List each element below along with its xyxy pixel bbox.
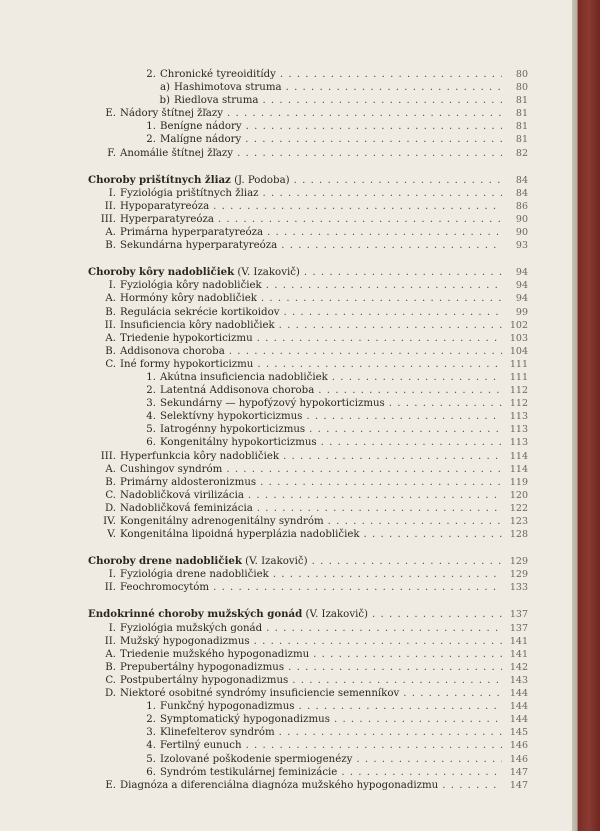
page-number: 137 bbox=[509, 609, 528, 621]
entry-title: Nadobličková virilizácia bbox=[120, 489, 244, 501]
entry-title: Kongenitálny adrenogenitálny syndróm bbox=[120, 516, 324, 527]
toc-entry bbox=[88, 200, 528, 213]
page-number: 112 bbox=[509, 385, 528, 397]
leader-dots bbox=[288, 661, 502, 674]
page-number: 90 bbox=[515, 213, 528, 225]
leader-dots bbox=[237, 147, 502, 160]
entry-title: Latentná Addisonova choroba bbox=[160, 385, 315, 397]
entry-number: 2. bbox=[146, 385, 156, 397]
page-number: 141 bbox=[509, 635, 528, 647]
entry-number: III. bbox=[100, 213, 116, 225]
page-number: 133 bbox=[509, 582, 528, 594]
leader-dots bbox=[263, 187, 502, 200]
page-number: 144 bbox=[509, 688, 528, 700]
entry-title: Fyziológia kôry nadobličiek bbox=[120, 280, 262, 292]
toc-entry bbox=[88, 279, 528, 292]
entry-number: C. bbox=[105, 358, 116, 370]
toc-entry bbox=[88, 187, 528, 200]
page-number: 111 bbox=[509, 358, 528, 370]
entry-title: Akútna insuficiencia nadobličiek bbox=[160, 371, 328, 383]
entry-title: Niektoré osobitné syndrómy insuficiencie semenníkov bbox=[120, 688, 400, 700]
leader-dots bbox=[260, 476, 502, 489]
chapter-title: Choroby kôry nadobličiek bbox=[88, 266, 235, 279]
leader-dots bbox=[281, 239, 502, 252]
page-number: 146 bbox=[509, 740, 528, 752]
section-gap bbox=[88, 541, 528, 555]
toc-entry bbox=[88, 410, 528, 423]
toc-entry bbox=[88, 502, 528, 515]
entry-title: Kongenitálny hypokorticizmus bbox=[160, 437, 317, 449]
page-number: 93 bbox=[515, 240, 528, 252]
toc-entry bbox=[88, 133, 528, 146]
toc-entry bbox=[88, 568, 528, 581]
leader-dots bbox=[226, 463, 502, 476]
page-number: 143 bbox=[509, 674, 528, 686]
entry-title: Iatrogénny hypokorticizmus bbox=[160, 424, 306, 436]
leader-dots bbox=[218, 213, 502, 226]
entry-title: Selektívny hypokorticizmus bbox=[160, 411, 303, 423]
page-number: 114 bbox=[509, 463, 528, 475]
toc-entry bbox=[88, 107, 528, 120]
page-number: 120 bbox=[509, 489, 528, 501]
toc-chapter-heading bbox=[88, 555, 528, 568]
entry-number: B. bbox=[105, 661, 116, 673]
leader-dots bbox=[334, 713, 502, 726]
leader-dots bbox=[318, 384, 502, 397]
page-number: 146 bbox=[509, 753, 528, 765]
page-number: 144 bbox=[509, 701, 528, 713]
leader-dots bbox=[246, 120, 502, 133]
entry-number: 1. bbox=[146, 121, 156, 133]
toc-chapter-heading bbox=[88, 266, 528, 279]
leader-dots bbox=[227, 107, 502, 120]
entry-title: Prepubertálny hypogonadizmus bbox=[120, 661, 285, 673]
page-number: 103 bbox=[509, 332, 528, 344]
leader-dots bbox=[213, 200, 502, 213]
leader-dots bbox=[273, 568, 502, 581]
entry-number: B. bbox=[105, 306, 116, 318]
entry-number: D. bbox=[104, 502, 116, 514]
entry-number: E. bbox=[105, 779, 116, 791]
entry-number: A. bbox=[105, 293, 116, 305]
toc-entry bbox=[88, 306, 528, 319]
entry-title: Hashimotova struma bbox=[174, 82, 282, 94]
toc-chapter-heading bbox=[88, 608, 528, 621]
leader-dots bbox=[248, 489, 502, 502]
leader-dots bbox=[328, 515, 502, 528]
entry-number: I. bbox=[108, 569, 116, 581]
entry-number: 2. bbox=[146, 134, 156, 146]
entry-number: B. bbox=[105, 476, 116, 488]
page-number: 142 bbox=[509, 661, 528, 673]
page-number: 94 bbox=[515, 280, 528, 292]
page-number: 141 bbox=[509, 648, 528, 660]
entry-title: Anomálie štítnej žľazy bbox=[120, 147, 234, 159]
leader-dots bbox=[364, 528, 502, 541]
chapter-author: (V. Izakovič) bbox=[234, 267, 300, 279]
leader-dots bbox=[341, 766, 502, 779]
entry-title: Hyperparatyreóza bbox=[120, 213, 214, 225]
page-number: 147 bbox=[509, 779, 528, 791]
leader-dots bbox=[286, 81, 502, 94]
section-gap bbox=[88, 160, 528, 174]
page-number: 119 bbox=[509, 476, 528, 488]
page-number: 86 bbox=[515, 200, 528, 212]
toc-entry bbox=[88, 661, 528, 674]
entry-number: F. bbox=[107, 147, 116, 159]
entry-title: Kongenitálna lipoidná hyperplázia nadobličiek bbox=[120, 529, 360, 541]
toc-entry bbox=[88, 397, 528, 410]
toc-entry bbox=[88, 371, 528, 384]
leader-dots bbox=[372, 608, 502, 621]
toc-entry bbox=[88, 384, 528, 397]
leader-dots bbox=[262, 94, 502, 107]
page-number: 144 bbox=[509, 714, 528, 726]
toc-entry bbox=[88, 292, 528, 305]
toc-entry bbox=[88, 581, 528, 594]
toc-entry bbox=[88, 515, 528, 528]
entry-title: Regulácia sekrécie kortikoidov bbox=[120, 306, 280, 318]
page-number: 94 bbox=[515, 293, 528, 305]
entry-title: Benígne nádory bbox=[160, 121, 242, 133]
entry-number: 1. bbox=[146, 371, 156, 383]
leader-dots bbox=[257, 332, 502, 345]
toc-entry bbox=[88, 332, 528, 345]
entry-number: V. bbox=[107, 529, 116, 541]
leader-dots bbox=[389, 397, 502, 410]
leader-dots bbox=[246, 739, 502, 752]
chapter-title: Choroby drene nadobličiek bbox=[88, 555, 242, 568]
entry-title: Funkčný hypogonadizmus bbox=[160, 701, 295, 713]
leader-dots bbox=[356, 753, 502, 766]
leader-dots bbox=[257, 358, 502, 371]
entry-number: 3. bbox=[146, 398, 156, 410]
entry-title: Primárny aldosteronizmus bbox=[120, 476, 257, 488]
entry-title: Mužský hypogonadizmus bbox=[120, 635, 250, 647]
leader-dots bbox=[280, 68, 502, 81]
toc-entry bbox=[88, 226, 528, 239]
table-of-contents bbox=[88, 68, 528, 792]
leader-dots bbox=[312, 555, 502, 568]
entry-number: II. bbox=[104, 635, 116, 647]
entry-number: B. bbox=[105, 345, 116, 357]
toc-entry bbox=[88, 489, 528, 502]
entry-title: Feochromocytóm bbox=[120, 582, 210, 594]
entry-title: Triedenie hypokorticizmu bbox=[120, 332, 253, 344]
entry-title: Fyziológia prištítnych žliaz bbox=[120, 187, 259, 199]
page-number: 84 bbox=[515, 174, 528, 186]
leader-dots bbox=[229, 345, 502, 358]
toc-entry bbox=[88, 423, 528, 436]
toc-entry bbox=[88, 700, 528, 713]
page-number: 82 bbox=[515, 147, 528, 159]
entry-number: C. bbox=[105, 489, 116, 501]
leader-dots bbox=[254, 635, 502, 648]
entry-number: A. bbox=[105, 227, 116, 239]
entry-number: b) bbox=[159, 95, 170, 107]
toc-entry bbox=[88, 213, 528, 226]
toc-entry bbox=[88, 319, 528, 332]
page-number: 123 bbox=[509, 516, 528, 527]
leader-dots bbox=[261, 292, 502, 305]
entry-title: Cushingov syndróm bbox=[120, 463, 223, 475]
leader-dots bbox=[267, 226, 502, 239]
entry-number: a) bbox=[159, 82, 170, 94]
toc-entry bbox=[88, 687, 528, 700]
page-number: 99 bbox=[515, 306, 528, 318]
leader-dots bbox=[298, 700, 502, 713]
entry-number: III. bbox=[100, 450, 116, 462]
entry-number: 3. bbox=[146, 727, 156, 739]
section-gap bbox=[88, 594, 528, 608]
page-number: 111 bbox=[509, 371, 528, 383]
entry-title: Hormóny kôry nadobličiek bbox=[120, 293, 257, 305]
entry-number: I. bbox=[108, 187, 116, 199]
leader-dots bbox=[245, 133, 502, 146]
page-number: 81 bbox=[515, 134, 528, 146]
leader-dots bbox=[294, 174, 502, 187]
entry-title: Syndróm testikulárnej feminizácie bbox=[160, 766, 338, 778]
toc-entry bbox=[88, 635, 528, 648]
leader-dots bbox=[309, 423, 502, 436]
entry-title: Insuficiencia kôry nadobličiek bbox=[120, 319, 275, 331]
entry-number: E. bbox=[105, 108, 116, 120]
page-number: 81 bbox=[515, 108, 528, 120]
toc-entry bbox=[88, 622, 528, 635]
leader-dots bbox=[283, 450, 502, 463]
toc-entry bbox=[88, 120, 528, 133]
entry-number: 5. bbox=[146, 753, 156, 765]
leader-dots bbox=[442, 779, 502, 792]
page-number: 147 bbox=[509, 766, 528, 778]
toc-entry bbox=[88, 739, 528, 752]
entry-title: Sekundárny — hypofýzový hypokorticizmus bbox=[160, 398, 385, 410]
leader-dots bbox=[257, 502, 502, 515]
toc-entry bbox=[88, 345, 528, 358]
toc-entry bbox=[88, 147, 528, 160]
page-number: 94 bbox=[515, 267, 528, 279]
leader-dots bbox=[304, 266, 502, 279]
chapter-title: Choroby prištítnych žliaz bbox=[88, 173, 231, 186]
book-spine-edge bbox=[572, 0, 600, 831]
chapter-author: (J. Podoba) bbox=[230, 174, 290, 186]
entry-title: Postpubertálny hypogonadizmus bbox=[120, 674, 289, 686]
entry-number: C. bbox=[105, 674, 116, 686]
leader-dots bbox=[321, 436, 502, 449]
entry-title: Hyperfunkcia kôry nadobličiek bbox=[120, 450, 280, 462]
toc-entry bbox=[88, 528, 528, 541]
entry-title: Sekundárna hyperparatyreóza bbox=[120, 240, 278, 252]
entry-number: A. bbox=[105, 332, 116, 344]
entry-title: Symptomatický hypogonadizmus bbox=[160, 714, 330, 726]
toc-entry bbox=[88, 713, 528, 726]
entry-number: 1. bbox=[146, 701, 156, 713]
page-number: 113 bbox=[509, 411, 528, 423]
toc-entry bbox=[88, 68, 528, 81]
entry-title: Fertilný eunuch bbox=[160, 740, 242, 752]
entry-title: Fyziológia drene nadobličiek bbox=[120, 569, 269, 581]
toc-entry bbox=[88, 81, 528, 94]
entry-number: II. bbox=[104, 319, 116, 331]
entry-number: A. bbox=[105, 463, 116, 475]
page-number: 84 bbox=[515, 187, 528, 199]
page-number: 114 bbox=[509, 450, 528, 462]
toc-entry bbox=[88, 476, 528, 489]
toc-entry bbox=[88, 779, 528, 792]
entry-title: Nádory štítnej žľazy bbox=[120, 108, 223, 120]
page-number: 129 bbox=[509, 569, 528, 581]
entry-number: 4. bbox=[146, 411, 156, 423]
page-number: 90 bbox=[515, 227, 528, 239]
page-number: 137 bbox=[509, 622, 528, 634]
entry-number: 2. bbox=[146, 714, 156, 726]
toc-entry bbox=[88, 436, 528, 449]
page-number: 102 bbox=[509, 319, 528, 331]
entry-title: Iné formy hypokorticizmu bbox=[120, 358, 254, 370]
toc-entry bbox=[88, 358, 528, 371]
leader-dots bbox=[332, 371, 502, 384]
entry-number: 5. bbox=[146, 424, 156, 436]
page-number: 129 bbox=[509, 556, 528, 568]
toc-entry bbox=[88, 648, 528, 661]
page-number: 81 bbox=[515, 121, 528, 133]
chapter-author: (V. Izakovič) bbox=[302, 609, 369, 621]
entry-title: Fyziológia mužských gonád bbox=[120, 622, 263, 634]
chapter-title: Endokrinné choroby mužských gonád bbox=[88, 608, 303, 621]
entry-title: Primárna hyperparatyreóza bbox=[120, 227, 264, 239]
toc-entry bbox=[88, 726, 528, 739]
entry-title: Klinefelterov syndróm bbox=[160, 727, 275, 739]
entry-title: Izolované poškodenie spermiogenézy bbox=[160, 753, 353, 765]
leader-dots bbox=[306, 410, 502, 423]
entry-title: Triedenie mužského hypogonadizmu bbox=[120, 648, 310, 660]
entry-title: Chronické tyreoiditídy bbox=[160, 69, 276, 80]
chapter-author: (V. Izakovič) bbox=[241, 556, 308, 568]
page-number: 81 bbox=[515, 95, 528, 107]
entry-title: Malígne nádory bbox=[160, 134, 242, 146]
leader-dots bbox=[279, 319, 502, 332]
page-number: 80 bbox=[515, 82, 528, 94]
leader-dots bbox=[266, 279, 502, 292]
toc-entry bbox=[88, 450, 528, 463]
toc-entry bbox=[88, 463, 528, 476]
entry-title: Nadobličková feminizácia bbox=[120, 502, 253, 514]
entry-number: II. bbox=[104, 200, 116, 212]
entry-number: B. bbox=[105, 240, 116, 252]
page-number: 145 bbox=[509, 727, 528, 739]
page-number: 80 bbox=[515, 69, 528, 80]
entry-title: Riedlova struma bbox=[174, 95, 259, 107]
entry-number: 4. bbox=[146, 740, 156, 752]
page-number: 113 bbox=[509, 424, 528, 436]
toc-entry bbox=[88, 753, 528, 766]
toc-entry bbox=[88, 674, 528, 687]
page-number: 112 bbox=[509, 398, 528, 410]
page-number: 113 bbox=[509, 437, 528, 449]
leader-dots bbox=[213, 581, 502, 594]
entry-title: Diagnóza a diferenciálna diagnóza mužského hypogonadizmu bbox=[120, 779, 439, 791]
entry-number: II. bbox=[104, 582, 116, 594]
toc-entry bbox=[88, 239, 528, 252]
entry-number: 2. bbox=[146, 69, 156, 80]
section-gap bbox=[88, 252, 528, 266]
entry-number: A. bbox=[105, 648, 116, 660]
toc-entry bbox=[88, 766, 528, 779]
entry-number: 6. bbox=[146, 766, 156, 778]
page-number: 104 bbox=[509, 345, 528, 357]
leader-dots bbox=[279, 726, 502, 739]
leader-dots bbox=[313, 648, 502, 661]
leader-dots bbox=[266, 622, 502, 635]
leader-dots bbox=[292, 674, 502, 687]
entry-number: D. bbox=[104, 688, 116, 700]
toc-chapter-heading bbox=[88, 174, 528, 187]
leader-dots bbox=[403, 687, 502, 700]
page-number: 122 bbox=[509, 502, 528, 514]
leader-dots bbox=[283, 306, 502, 319]
entry-number: IV. bbox=[103, 516, 116, 527]
entry-number: I. bbox=[108, 622, 116, 634]
toc-entry bbox=[88, 94, 528, 107]
entry-number: I. bbox=[108, 280, 116, 292]
entry-title: Hypoparatyreóza bbox=[120, 200, 210, 212]
entry-number: 6. bbox=[146, 437, 156, 449]
entry-title: Addisonova choroba bbox=[120, 345, 225, 357]
page-number: 128 bbox=[509, 529, 528, 541]
